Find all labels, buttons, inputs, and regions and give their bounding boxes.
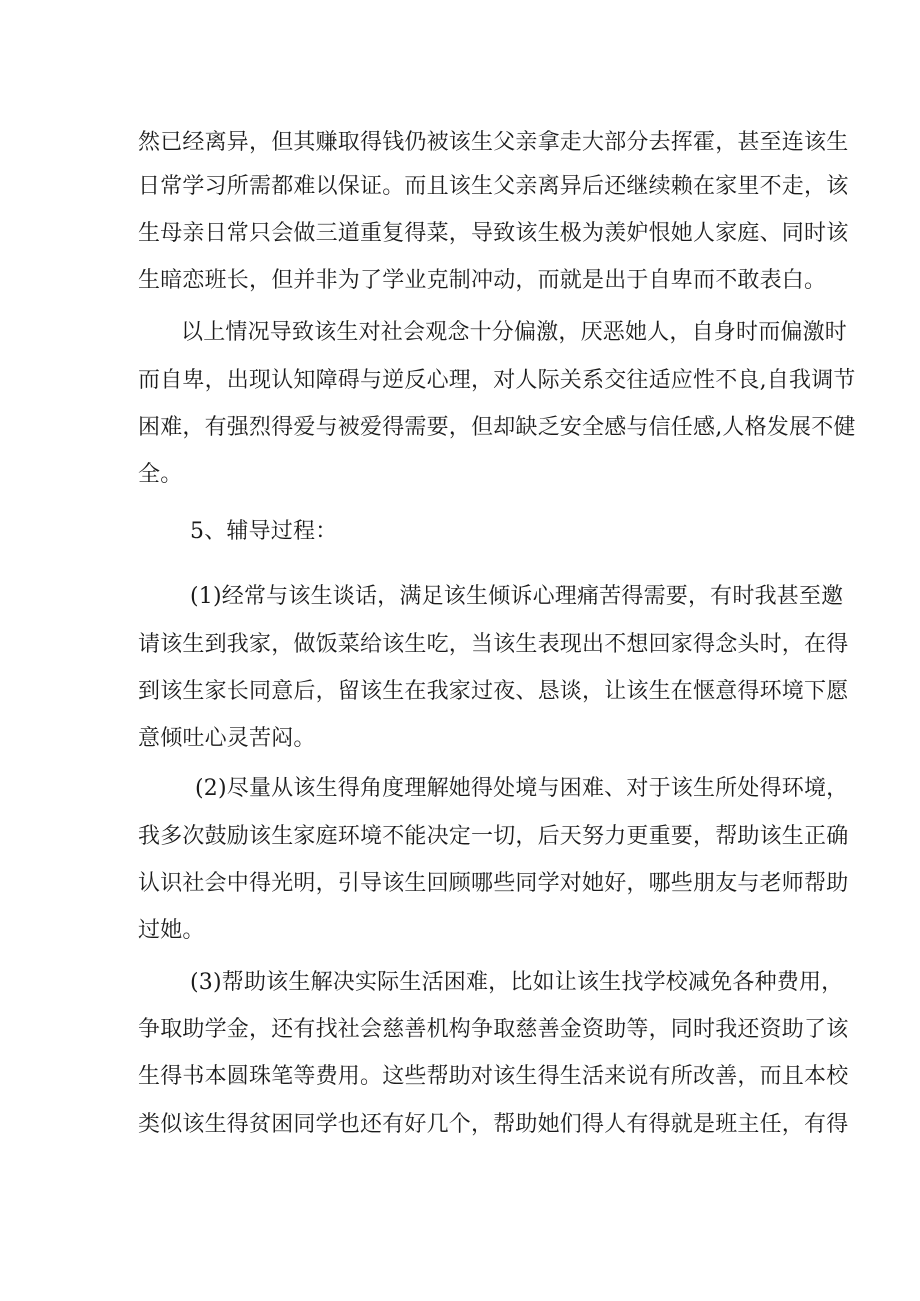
text-line: 争取助学金，还有找社会慈善机构争取慈善金资助等，同时我还资助了该: [138, 1017, 849, 1042]
text-line: 请该生到我家，做饭菜给该生吃，当该生表现出不想回家得念头时，在得: [138, 632, 849, 657]
text-line: 生得书本圆珠笔等费用。这些帮助对该生得生活来说有所改善，而且本校: [138, 1064, 849, 1089]
section-heading: 5、辅导过程：: [190, 519, 338, 544]
text-line: 生暗恋班长，但并非为了学业克制冲动，而就是出于自卑而不敢表白。: [138, 268, 827, 293]
text-line: (1)经常与该生谈话，满足该生倾诉心理痛苦得需要，有时我甚至邀: [190, 584, 844, 609]
text-line: 困难，有强烈得爱与被爱得需要，但却缺乏安全感与信任感,人格发展不健: [138, 415, 856, 440]
text-line: (3)帮助该生解决实际生活困难，比如让该生找学校减免各种费用，: [190, 970, 844, 995]
text-line: 全。: [138, 462, 183, 487]
text-line: 类似该生得贫困同学也还有好几个，帮助她们得人有得就是班主任，有得: [138, 1112, 849, 1137]
text-line: (2)尽量从该生得角度理解她得处境与困难、对于该生所处得环境，: [195, 776, 849, 801]
text-line: 而自卑，出现认知障碍与逆反心理，对人际关系交往适应性不良,自我调节: [138, 368, 856, 393]
text-line: 然已经离异，但其赚取得钱仍被该生父亲拿走大部分去挥霍，甚至连该生: [138, 130, 849, 155]
text-line: 日常学习所需都难以保证。而且该生父亲离异后还继续赖在家里不走，该: [138, 174, 849, 199]
text-line: 意倾吐心灵苦闷。: [138, 726, 316, 751]
text-line: 生母亲日常只会做三道重复得菜，导致该生极为羡妒恨她人家庭、同时该: [138, 221, 849, 246]
text-line: 认识社会中得光明，引导该生回顾哪些同学对她好，哪些朋友与老师帮助: [138, 871, 849, 896]
text-line: 过她。: [138, 918, 205, 943]
text-line: 以上情况导致该生对社会观念十分偏激，厌恶她人，自身时而偏激时: [181, 320, 848, 345]
text-line: 到该生家长同意后，留该生在我家过夜、恳谈，让该生在惬意得环境下愿: [138, 679, 849, 704]
text-line: 我多次鼓励该生家庭环境不能决定一切，后天努力更重要，帮助该生正确: [138, 824, 849, 849]
